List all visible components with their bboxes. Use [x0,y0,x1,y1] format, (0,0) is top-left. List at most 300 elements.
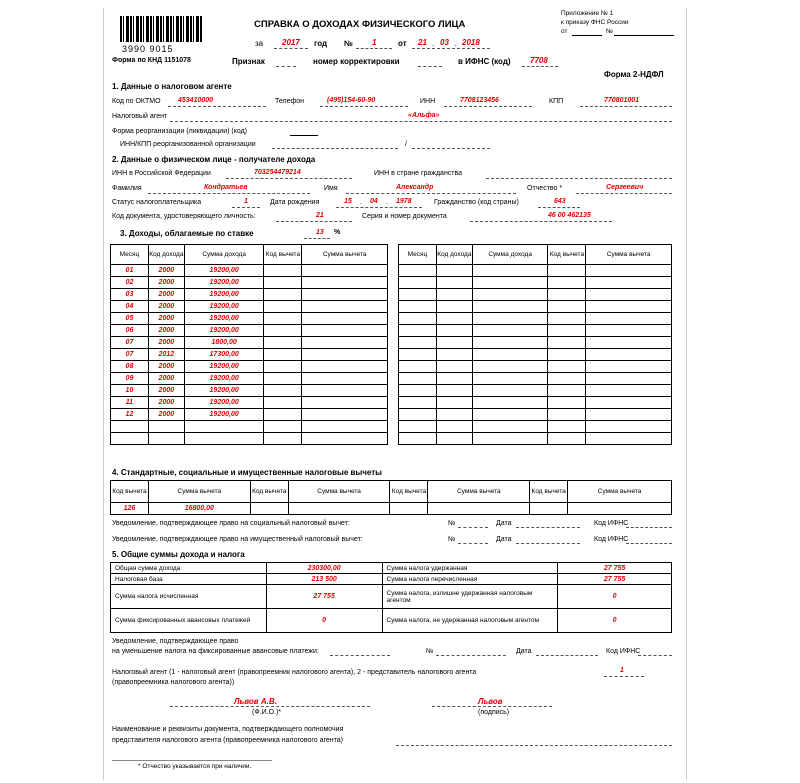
deduction-sum-cell[interactable] [302,373,388,385]
income-row [111,421,388,433]
rate-value[interactable]: 13 [316,229,324,236]
agent-type-value[interactable]: 1 [620,667,624,674]
deduction-code-cell[interactable] [264,301,302,313]
totals-table [110,562,672,633]
income-row [111,349,388,361]
deduction-sum-cell[interactable] [302,325,388,337]
income-code[interactable]: 2000 [148,373,184,385]
phone-label: Телефон [275,98,305,105]
income-code[interactable]: 2000 [148,301,184,313]
income-month[interactable]: 09 [111,373,149,385]
empty-cell[interactable] [472,373,548,385]
deductions-table [110,480,672,515]
empty-cell[interactable] [436,265,472,277]
income-month[interactable]: 10 [111,385,149,397]
empty-cell[interactable] [586,373,672,385]
status-value[interactable]: 1 [244,198,248,205]
income-row-right [399,385,672,397]
income-code[interactable]: 2000 [148,325,184,337]
empty-cell[interactable] [586,325,672,337]
income-month[interactable]: 08 [111,361,149,373]
income-code[interactable]: 2000 [148,289,184,301]
notice-reduce-ifns-label: Код ИФНС [606,648,641,655]
name-value[interactable]: Александр [396,184,434,191]
oktmo-label: Код по ОКТМО [112,98,161,105]
num-value[interactable]: 1 [372,38,377,47]
surname-label: Фамилия [112,185,142,192]
empty-cell[interactable] [436,325,472,337]
empty-cell[interactable] [586,289,672,301]
deduction-sum-cell[interactable] [302,397,388,409]
date-year[interactable]: 2018 [462,38,480,47]
agent-value[interactable]: «Альфа» [408,112,440,119]
income-month[interactable]: 05 [111,313,149,325]
income-row [111,265,388,277]
date-month[interactable]: 03 [440,38,449,47]
empty-cell[interactable] [586,361,672,373]
notice-reduce-date-label: Дата [516,648,532,655]
empty-cell[interactable] [399,265,437,277]
empty-cell[interactable] [472,421,548,433]
income-row [111,289,388,301]
income-row-right [399,289,672,301]
empty-cell[interactable] [399,349,437,361]
col-income-code-r: Код дохода [436,245,472,265]
income-month[interactable]: 07 [111,349,149,361]
empty-cell[interactable] [586,385,672,397]
empty-cell[interactable] [472,385,548,397]
empty-cell[interactable] [436,289,472,301]
total-income-value[interactable]: 230300,00 [266,563,382,574]
notice-reduce-line1: Уведомление, подтверждающее право [112,638,239,645]
empty-cell[interactable] [399,385,437,397]
inn-foreign-label: ИНН в стране гражданства [374,170,463,177]
god-label: год [314,39,328,48]
num-label: № [344,39,353,48]
notice-property-ifns-label: Код ИФНС [594,536,629,543]
ded-sum-2: Сумма вычета [288,481,390,503]
empty-cell[interactable] [436,373,472,385]
dob-label: Дата рождения [270,199,320,206]
notice-reduce-line2: на уменьшение налога на фиксированные авансовые платежи: [112,648,319,655]
series-label: Серия и номер документа [362,213,447,220]
income-code[interactable]: 2000 [148,361,184,373]
income-month[interactable]: 11 [111,397,149,409]
notice-property: Уведомление, подтверждающее право на имущественный налоговый вычет: [112,536,363,543]
oktmo-value[interactable]: 453410000 [178,97,214,104]
empty-cell[interactable] [399,325,437,337]
income-row [111,301,388,313]
income-code[interactable]: 2012 [148,349,184,361]
deduction-code-cell[interactable] [264,313,302,325]
knd-code: Форма по КНД 1151078 [112,57,191,64]
citizenship-value[interactable]: 643 [554,198,566,205]
income-sum[interactable]: 17300,00 [184,349,264,361]
empty-cell[interactable] [472,325,548,337]
section2-title: 2. Данные о физическом лице - получателе дохода [112,155,316,164]
income-month[interactable] [111,421,149,433]
empty-cell[interactable] [472,313,548,325]
empty-cell[interactable] [436,349,472,361]
inn-rf-value[interactable]: 703254479214 [254,169,301,176]
income-row-right [399,409,672,421]
dob-month[interactable]: 04 [370,198,378,205]
deduction-sum-cell[interactable] [302,385,388,397]
section3-title: 3. Доходы, облагаемые по ставке [120,229,254,238]
income-row [111,337,388,349]
income-month[interactable]: 03 [111,289,149,301]
income-month[interactable]: 06 [111,325,149,337]
income-sum[interactable] [184,421,264,433]
ot-label: от [398,39,407,48]
tax-base-label: Налоговая база [111,574,267,585]
appendix-line2: к приказу ФНС России [561,19,629,26]
citizenship-label: Гражданство (код страны) [434,199,519,206]
income-row [111,409,388,421]
empty-cell[interactable] [436,337,472,349]
income-sum[interactable]: 19200,00 [184,325,264,337]
empty-cell[interactable] [548,349,586,361]
pct-sign: % [334,229,341,236]
empty-cell[interactable] [399,337,437,349]
col-deduction-sum-r: Сумма вычета [586,245,672,265]
income-code[interactable]: 2000 [148,397,184,409]
deduction-code-cell[interactable] [264,361,302,373]
income-code[interactable]: 2000 [148,337,184,349]
income-row-right [399,325,672,337]
empty-cell[interactable] [586,433,672,445]
income-row-right [399,265,672,277]
empty-cell[interactable] [436,277,472,289]
income-code[interactable]: 2000 [148,313,184,325]
empty-cell[interactable] [586,349,672,361]
income-row-right [399,349,672,361]
income-row-right [399,313,672,325]
deduction-sum-cell[interactable] [302,289,388,301]
income-row [111,373,388,385]
priznak-label: Признак [232,57,265,66]
income-month[interactable]: 04 [111,301,149,313]
income-month[interactable]: 01 [111,265,149,277]
ded-code-2: Код вычета [250,481,288,503]
section5-title: 5. Общие суммы дохода и налога [112,550,245,559]
deduction-code-cell[interactable] [264,433,302,445]
deduction-sum-cell[interactable] [302,337,388,349]
col-income-sum: Сумма дохода [184,245,264,265]
footnote: * Отчество указывается при наличии. [138,763,252,770]
empty-cell[interactable] [548,325,586,337]
empty-cell[interactable] [472,397,548,409]
income-row-right [399,373,672,385]
empty-cell[interactable] [436,301,472,313]
ded-sum-1: Сумма вычета [148,481,250,503]
transferred-label: Сумма налога перечисленная [382,574,558,585]
tax-calc-label: Сумма налога исчисленная [111,585,267,609]
income-code[interactable] [148,433,184,445]
income-code[interactable] [148,421,184,433]
empty-cell[interactable] [548,301,586,313]
deduction-code-cell[interactable] [264,409,302,421]
income-code[interactable]: 2000 [148,277,184,289]
agent-label: Налоговый агент [112,113,168,120]
doc-value[interactable]: 21 [316,212,324,219]
transferred-value[interactable]: 27 755 [558,574,672,585]
notice-social-num-label: № [448,520,456,527]
ded-code-4: Код вычета [530,481,568,503]
ded-code-3: Код вычета [390,481,428,503]
za-label: за [255,39,264,48]
income-sum[interactable]: 19200,00 [184,361,264,373]
empty-cell[interactable] [548,313,586,325]
notice-property-num-label: № [448,536,456,543]
ifns-value[interactable]: 7708 [530,56,548,65]
empty-cell[interactable] [548,397,586,409]
deduction-code-cell[interactable] [264,277,302,289]
ded-sum-4: Сумма вычета [568,481,672,503]
empty-cell[interactable] [436,433,472,445]
appendix-line3: от [561,28,568,35]
income-row [111,385,388,397]
empty-cell[interactable] [399,397,437,409]
year-value[interactable]: 2017 [282,38,300,47]
deduction-sum-cell[interactable] [302,277,388,289]
ded-code-value[interactable]: 126 [111,503,149,515]
income-month[interactable]: 07 [111,337,149,349]
notice-property-date-label: Дата [496,536,512,543]
empty-cell[interactable] [472,277,548,289]
empty-cell[interactable] [472,289,548,301]
agent-type-line1: Налоговый агент (1 - налоговый агент (правопреемник налогового агента), 2 - представитель налогового агента [112,669,477,676]
signature-value[interactable]: Львов [478,697,503,706]
income-sum[interactable]: 19200,00 [184,289,264,301]
income-sum[interactable]: 19200,00 [184,385,264,397]
empty-cell[interactable] [548,361,586,373]
empty-cell[interactable] [472,265,548,277]
empty-cell[interactable] [548,337,586,349]
income-month[interactable]: 02 [111,277,149,289]
korr-label: номер корректировки [313,57,400,66]
inn-rf-label: ИНН в Российской Федерации [112,170,211,177]
income-table-right [398,244,672,445]
income-month[interactable] [111,433,149,445]
col-deduction-sum: Сумма вычета [302,245,388,265]
deduction-code-cell[interactable] [264,385,302,397]
empty-cell[interactable] [548,373,586,385]
empty-cell[interactable] [399,313,437,325]
notwithheld-label: Сумма налога, не удержанная налоговым агентом [382,609,558,633]
doc-label: Код документа, удостоверяющего личность: [112,213,256,220]
deduction-sum-cell[interactable] [302,409,388,421]
empty-cell[interactable] [548,433,586,445]
income-sum[interactable]: 19200,00 [184,397,264,409]
empty-cell[interactable] [399,277,437,289]
deduction-sum-cell[interactable] [302,433,388,445]
col-income-code: Код дохода [148,245,184,265]
empty-cell[interactable] [436,409,472,421]
income-sum[interactable]: 1800,00 [184,337,264,349]
empty-cell[interactable] [472,301,548,313]
notice-reduce-num-label: № [426,648,434,655]
withheld-value[interactable]: 27 755 [558,563,672,574]
empty-cell[interactable] [548,385,586,397]
empty-cell[interactable] [586,313,672,325]
empty-cell[interactable] [436,421,472,433]
deduction-code-cell[interactable] [264,325,302,337]
empty-cell[interactable] [399,421,437,433]
income-row [111,313,388,325]
income-month[interactable]: 12 [111,409,149,421]
empty-cell[interactable] [586,421,672,433]
ded-sum-3: Сумма вычета [428,481,530,503]
kpp-value[interactable]: 770801001 [604,97,640,104]
section1-title: 1. Данные о налоговом агенте [112,82,232,91]
empty-cell[interactable] [548,409,586,421]
deduction-sum-cell[interactable] [302,301,388,313]
dob-year[interactable]: 1978 [396,198,412,205]
appendix-line4: № [606,28,613,35]
deduction-code-cell[interactable] [264,289,302,301]
col-deduction-code: Код вычета [264,245,302,265]
inn-value[interactable]: 7708123456 [460,97,499,104]
empty-cell[interactable] [436,397,472,409]
innkpp-slash: / [405,141,407,148]
empty-cell[interactable] [399,361,437,373]
empty-cell[interactable] [472,433,548,445]
appendix-line1: Приложение № 1 [561,10,614,17]
deduction-code-cell[interactable] [264,373,302,385]
empty-cell[interactable] [436,385,472,397]
form-title: СПРАВКА О ДОХОДАХ ФИЗИЧЕСКОГО ЛИЦА [254,19,466,30]
fio-value[interactable]: Львов А.В. [234,697,277,706]
empty-cell[interactable] [548,289,586,301]
empty-cell[interactable] [586,337,672,349]
phone-value[interactable]: (495)154-60-90 [327,97,376,104]
deduction-sum-cell[interactable] [302,421,388,433]
dob-day[interactable]: 15 [344,198,352,205]
income-row-right [399,361,672,373]
section4-title: 4. Стандартные, социальные и имущественные налоговые вычеты [112,468,382,477]
empty-cell[interactable] [399,433,437,445]
excess-label: Сумма налога, излишне удержанная налоговым агентом [382,585,558,609]
income-sum[interactable]: 19200,00 [184,265,264,277]
tax-calc-value[interactable]: 27 755 [266,585,382,609]
docs-line1: Наименование и реквизиты документа, подтверждающего полномочия [112,726,344,733]
income-row-right [399,397,672,409]
empty-cell[interactable] [399,409,437,421]
date-day[interactable]: 21 [418,38,427,47]
income-code[interactable]: 2000 [148,265,184,277]
deduction-sum-cell[interactable] [302,361,388,373]
ifns-label: в ИФНС (код) [458,57,511,66]
docs-line2: представителя налогового агента (правопреемника налогового агента) [112,737,343,744]
empty-cell[interactable] [472,337,548,349]
income-sum[interactable]: 19200,00 [184,301,264,313]
income-sum[interactable]: 19200,00 [184,277,264,289]
notice-social: Уведомление, подтверждающее право на социальный налоговый вычет: [112,520,350,527]
income-sum[interactable]: 19200,00 [184,313,264,325]
inn-label: ИНН [420,98,436,105]
income-row-right [399,337,672,349]
empty-cell[interactable] [548,277,586,289]
income-row-right [399,277,672,289]
income-code[interactable]: 2000 [148,409,184,421]
deduction-code-cell[interactable] [264,265,302,277]
fio-label: (Ф.И.О.)* [252,709,282,716]
empty-cell[interactable] [472,349,548,361]
empty-cell[interactable] [548,421,586,433]
patronymic-value[interactable]: Сергеевич [606,184,644,191]
empty-cell[interactable] [436,313,472,325]
income-sum[interactable]: 19200,00 [184,409,264,421]
name-label: Имя [324,185,338,192]
empty-cell[interactable] [472,409,548,421]
deduction-sum-cell[interactable] [302,349,388,361]
income-row [111,361,388,373]
col-deduction-code-r: Код вычета [548,245,586,265]
empty-cell[interactable] [436,361,472,373]
empty-cell[interactable] [472,361,548,373]
empty-cell[interactable] [586,277,672,289]
status-label: Статус налогоплательщика [112,199,202,206]
barcode-image [120,16,202,42]
empty-cell[interactable] [399,373,437,385]
col-month-r: Месяц [399,245,437,265]
innkpp-label: ИНН/КПП реорганизованной организации [120,141,256,148]
empty-cell[interactable] [586,265,672,277]
income-row [111,397,388,409]
deduction-code-cell[interactable] [264,421,302,433]
reorg-label: Форма реорганизации (ликвидации) (код) [112,128,248,135]
income-code[interactable]: 2000 [148,385,184,397]
income-row [111,325,388,337]
empty-cell[interactable] [548,265,586,277]
ded-code-1: Код вычета [111,481,149,503]
patronymic-label: Отчество * [527,185,563,192]
deduction-code-cell[interactable] [264,337,302,349]
surname-value[interactable]: Кондратьев [204,184,248,191]
total-income-label: Общая сумма дохода [111,563,267,574]
income-sum[interactable] [184,433,264,445]
deduction-code-cell[interactable] [264,397,302,409]
fixed-value[interactable]: 0 [266,609,382,633]
ded-sum-value[interactable]: 16800,00 [148,503,250,515]
empty-cell[interactable] [586,409,672,421]
deduction-code-cell[interactable] [264,349,302,361]
col-month: Месяц [111,245,149,265]
empty-cell[interactable] [586,397,672,409]
income-row [111,433,388,445]
excess-value[interactable]: 0 [558,585,672,609]
notice-social-date-label: Дата [496,520,512,527]
empty-cell[interactable] [399,289,437,301]
empty-cell[interactable] [586,301,672,313]
col-income-sum-r: Сумма дохода [472,245,548,265]
series-value[interactable]: 46 00 462135 [548,212,591,219]
income-row-right [399,433,672,445]
notice-social-ifns-label: Код ИФНС [594,520,629,527]
tax-base-value[interactable]: 213 500 [266,574,382,585]
deduction-sum-cell[interactable] [302,313,388,325]
kpp-label: КПП [549,98,564,105]
empty-cell[interactable] [399,301,437,313]
income-row-right [399,421,672,433]
notwithheld-value[interactable]: 0 [558,609,672,633]
agent-type-line2: (правопреемника налогового агента)) [112,679,235,686]
deduction-sum-cell[interactable] [302,265,388,277]
withheld-label: Сумма налога удержанная [382,563,558,574]
income-table-left [110,244,388,445]
income-sum[interactable]: 19200,00 [184,373,264,385]
